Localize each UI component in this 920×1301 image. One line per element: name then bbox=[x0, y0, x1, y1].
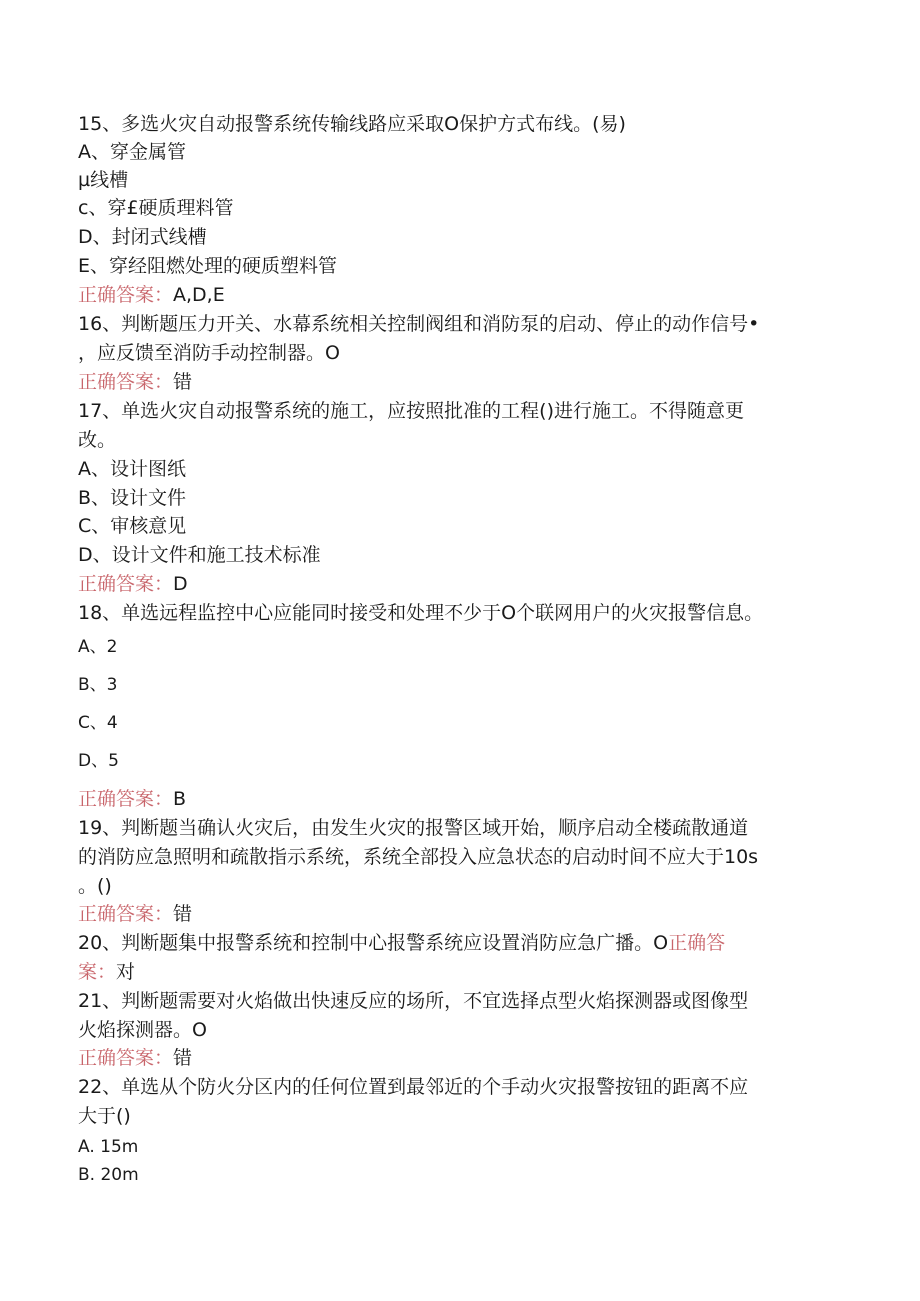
option-e: E、穿经阻燃处理的硬质塑料管 bbox=[78, 255, 338, 277]
answer-17 bbox=[78, 571, 188, 597]
answer-15 bbox=[78, 282, 225, 308]
option-a: A、穿金属管 bbox=[78, 141, 186, 163]
answer-16 bbox=[78, 369, 192, 395]
option-a: A、设计图纸 bbox=[78, 458, 186, 480]
question-21: 21、判断题需要对火焰做出快速反应的场所，不宜选择点型火焰探测器或图像型 bbox=[78, 990, 749, 1012]
question-20 bbox=[78, 930, 725, 956]
option-b: µ线槽 bbox=[78, 169, 129, 191]
answer-label: 正确答案： bbox=[78, 788, 174, 810]
answer-label: 正确答案： bbox=[78, 573, 174, 595]
question-19-end: 。() bbox=[78, 875, 112, 897]
answer-20 bbox=[78, 959, 135, 985]
option-c: c、穿£硬质理料管 bbox=[78, 197, 234, 219]
answer-label: 正确答案： bbox=[78, 284, 174, 306]
question-22-cont: 大于() bbox=[78, 1105, 131, 1127]
question-17-cont: 改。 bbox=[78, 429, 117, 451]
answer-label: 正确答案： bbox=[78, 371, 174, 393]
answer-value: 错 bbox=[173, 903, 193, 925]
option-d: D、设计文件和施工技术标准 bbox=[78, 544, 321, 566]
answer-label: 正确答案： bbox=[78, 1047, 174, 1069]
option-d: D、封闭式线槽 bbox=[78, 226, 207, 248]
option-c: C、审核意见 bbox=[78, 515, 187, 537]
answer-label-part1: 正确答 bbox=[668, 932, 726, 954]
question-21-cont: 火焰探测器。O bbox=[78, 1019, 207, 1041]
answer-value: 对 bbox=[116, 961, 136, 983]
option-b: B. 20m bbox=[78, 1165, 139, 1185]
question-18: 18、单选远程监控中心应能同时接受和处理不少于O个联网用户的火灾报警信息。 bbox=[78, 602, 764, 624]
option-b: B、3 bbox=[78, 675, 118, 695]
question-20-text: 20、判断题集中报警系统和控制中心报警系统应设置消防应急广播。O bbox=[78, 932, 669, 954]
option-a: A、2 bbox=[78, 637, 118, 657]
question-16-cont: ，应反馈至消防手动控制器。O bbox=[78, 342, 340, 364]
question-19: 19、判断题当确认火灾后，由发生火灾的报警区域开始，顺序启动全楼疏散通道 bbox=[78, 817, 749, 839]
answer-value: D bbox=[173, 573, 188, 595]
option-d: D、5 bbox=[78, 751, 119, 771]
answer-19 bbox=[78, 901, 192, 927]
answer-21 bbox=[78, 1045, 192, 1071]
question-22: 22、单选从个防火分区内的任何位置到最邻近的个手动火灾报警按钮的距离不应 bbox=[78, 1076, 749, 1098]
question-16: 16、判断题压力开关、水幕系统相关控制阀组和消防泵的启动、停止的动作信号• bbox=[78, 313, 760, 335]
answer-value: A,D,E bbox=[173, 284, 225, 306]
option-b: B、设计文件 bbox=[78, 487, 187, 509]
question-17: 17、单选火灾自动报警系统的施工，应按照批准的工程()进行施工。不得随意更 bbox=[78, 400, 745, 422]
answer-value: B bbox=[173, 788, 187, 810]
answer-label-part2: 案： bbox=[78, 961, 117, 983]
option-a: A. 15m bbox=[78, 1137, 139, 1157]
answer-18 bbox=[78, 786, 186, 812]
answer-value: 错 bbox=[173, 371, 193, 393]
option-c: C、4 bbox=[78, 713, 118, 733]
question-19-cont: 的消防应急照明和疏散指示系统，系统全部投入应急状态的启动时间不应大于10s bbox=[78, 846, 759, 868]
answer-value: 错 bbox=[173, 1047, 193, 1069]
question-15: 15、多选火灾自动报警系统传输线路应采取O保护方式布线。(易) bbox=[78, 113, 626, 135]
answer-label: 正确答案： bbox=[78, 903, 174, 925]
